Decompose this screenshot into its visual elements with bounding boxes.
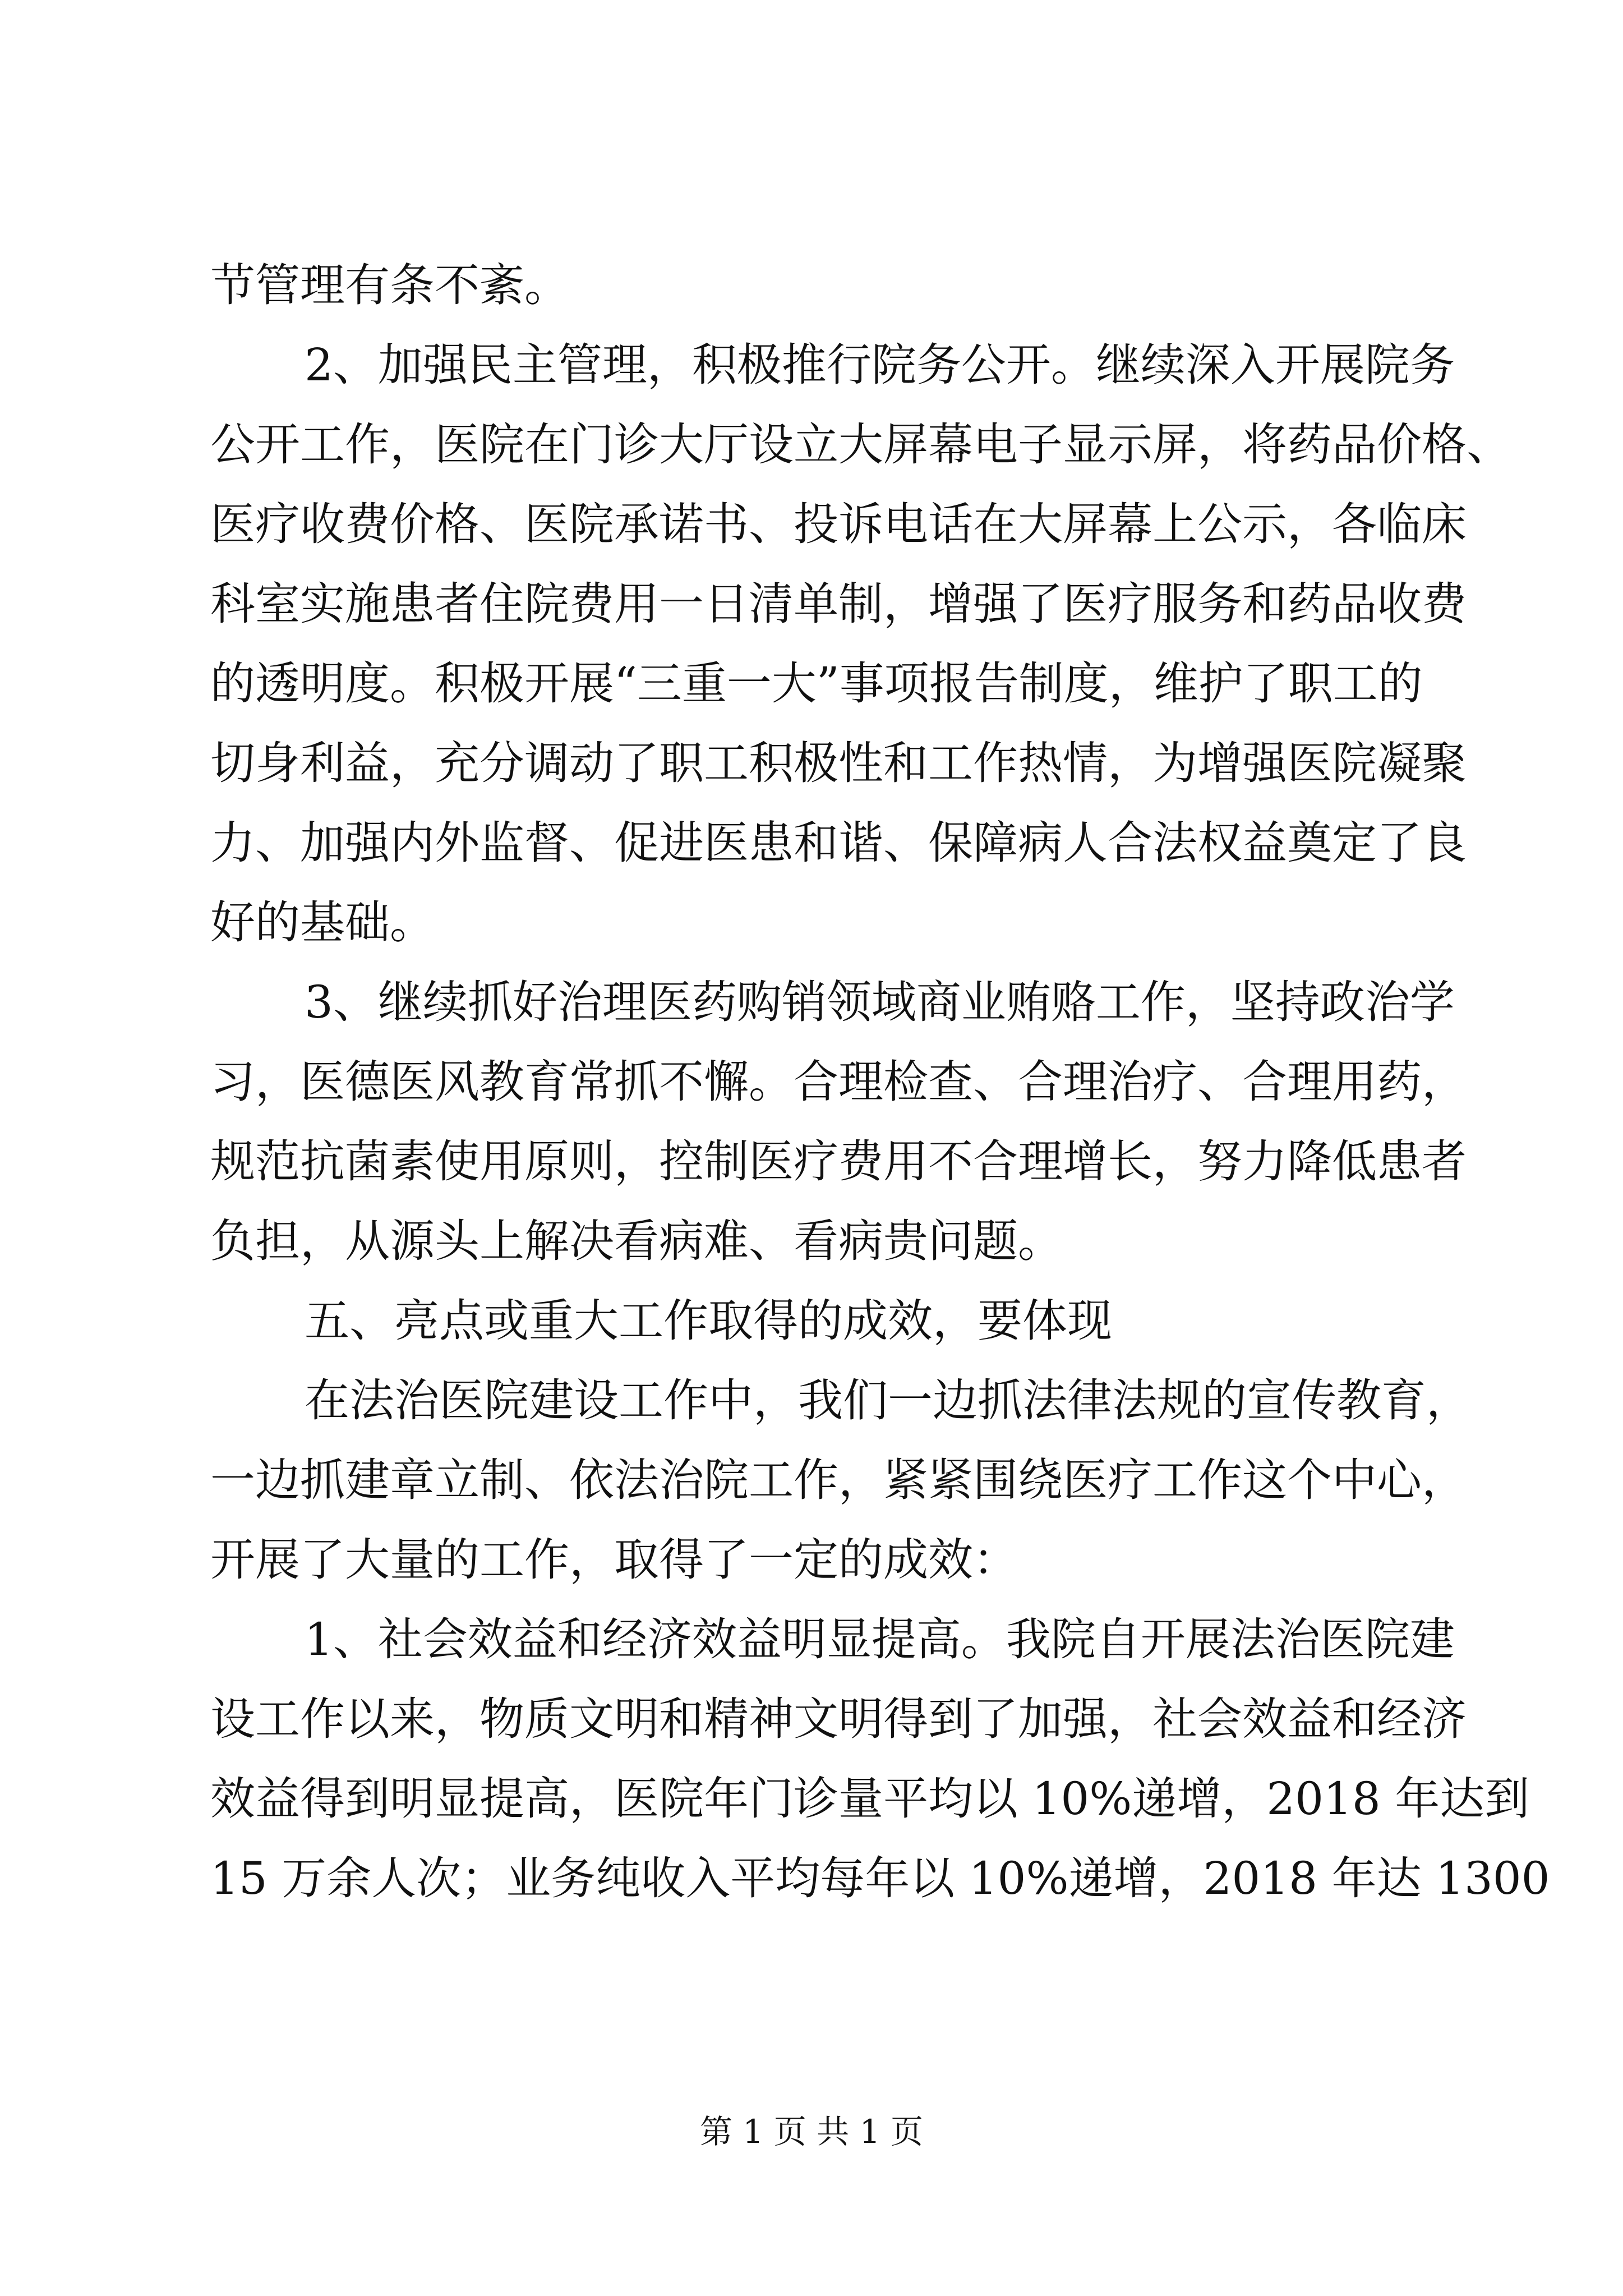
text-line: 15 万余人次；业务纯收入平均每年以 10%递增，2018 年达 1300 bbox=[210, 1852, 1550, 1904]
text-line: 节管理有条不紊。 bbox=[210, 259, 569, 311]
text-line: 科室实施患者住院费用一日清单制，增强了医疗服务和药品收费 bbox=[210, 578, 1467, 630]
paragraph-start-line: 3、继续抓好治理医药购销领域商业贿赂工作，坚持政治学 bbox=[305, 976, 1455, 1028]
text-line: 开展了大量的工作，取得了一定的成效： bbox=[210, 1534, 1018, 1586]
text-line: 切身利益，充分调动了职工积极性和工作热情，为增强医院凝聚 bbox=[210, 737, 1467, 789]
text-line: 习，医德医风教育常抓不懈。合理检查、合理治疗、合理用药， bbox=[210, 1056, 1467, 1108]
paragraph-start-line: 2、加强民主管理，积极推行院务公开。继续深入开展院务 bbox=[305, 339, 1455, 391]
page-footer: 第 1 页 共 1 页 bbox=[700, 2113, 923, 2151]
text-line: 好的基础。 bbox=[210, 896, 435, 949]
text-line: 设工作以来，物质文明和精神文明得到了加强，社会效益和经济 bbox=[210, 1693, 1467, 1745]
paragraph-start-line: 在法治医院建设工作中，我们一边抓法律法规的宣传教育， bbox=[305, 1374, 1471, 1427]
text-line: 效益得到明显提高，医院年门诊量平均以 10%递增，2018 年达到 bbox=[210, 1773, 1530, 1825]
text-line: 的透明度。积极开展“三重一大”事项报告制度，维护了职工的 bbox=[210, 657, 1423, 710]
text-line: 医疗收费价格、医院承诺书、投诉电话在大屏幕上公示，各临床 bbox=[210, 498, 1467, 550]
section-heading: 五、亮点或重大工作取得的成效，要体现 bbox=[305, 1295, 1112, 1347]
paragraph-start-line: 1、社会效益和经济效益明显提高。我院自开展法治医院建 bbox=[305, 1613, 1455, 1665]
document-body bbox=[210, 246, 1550, 1918]
text-line: 公开工作，医院在门诊大厅设立大屏幕电子显示屏，将药品价格、 bbox=[210, 418, 1511, 471]
text-line: 力、加强内外监督、促进医患和谐、保障病人合法权益奠定了良 bbox=[210, 817, 1467, 869]
text-line: 规范抗菌素使用原则，控制医疗费用不合理增长，努力降低患者 bbox=[210, 1135, 1467, 1188]
text-line: 负担，从源头上解决看病难、看病贵问题。 bbox=[210, 1215, 1063, 1267]
text-line: 一边抓建章立制、依法治院工作，紧紧围绕医疗工作这个中心， bbox=[210, 1454, 1467, 1506]
